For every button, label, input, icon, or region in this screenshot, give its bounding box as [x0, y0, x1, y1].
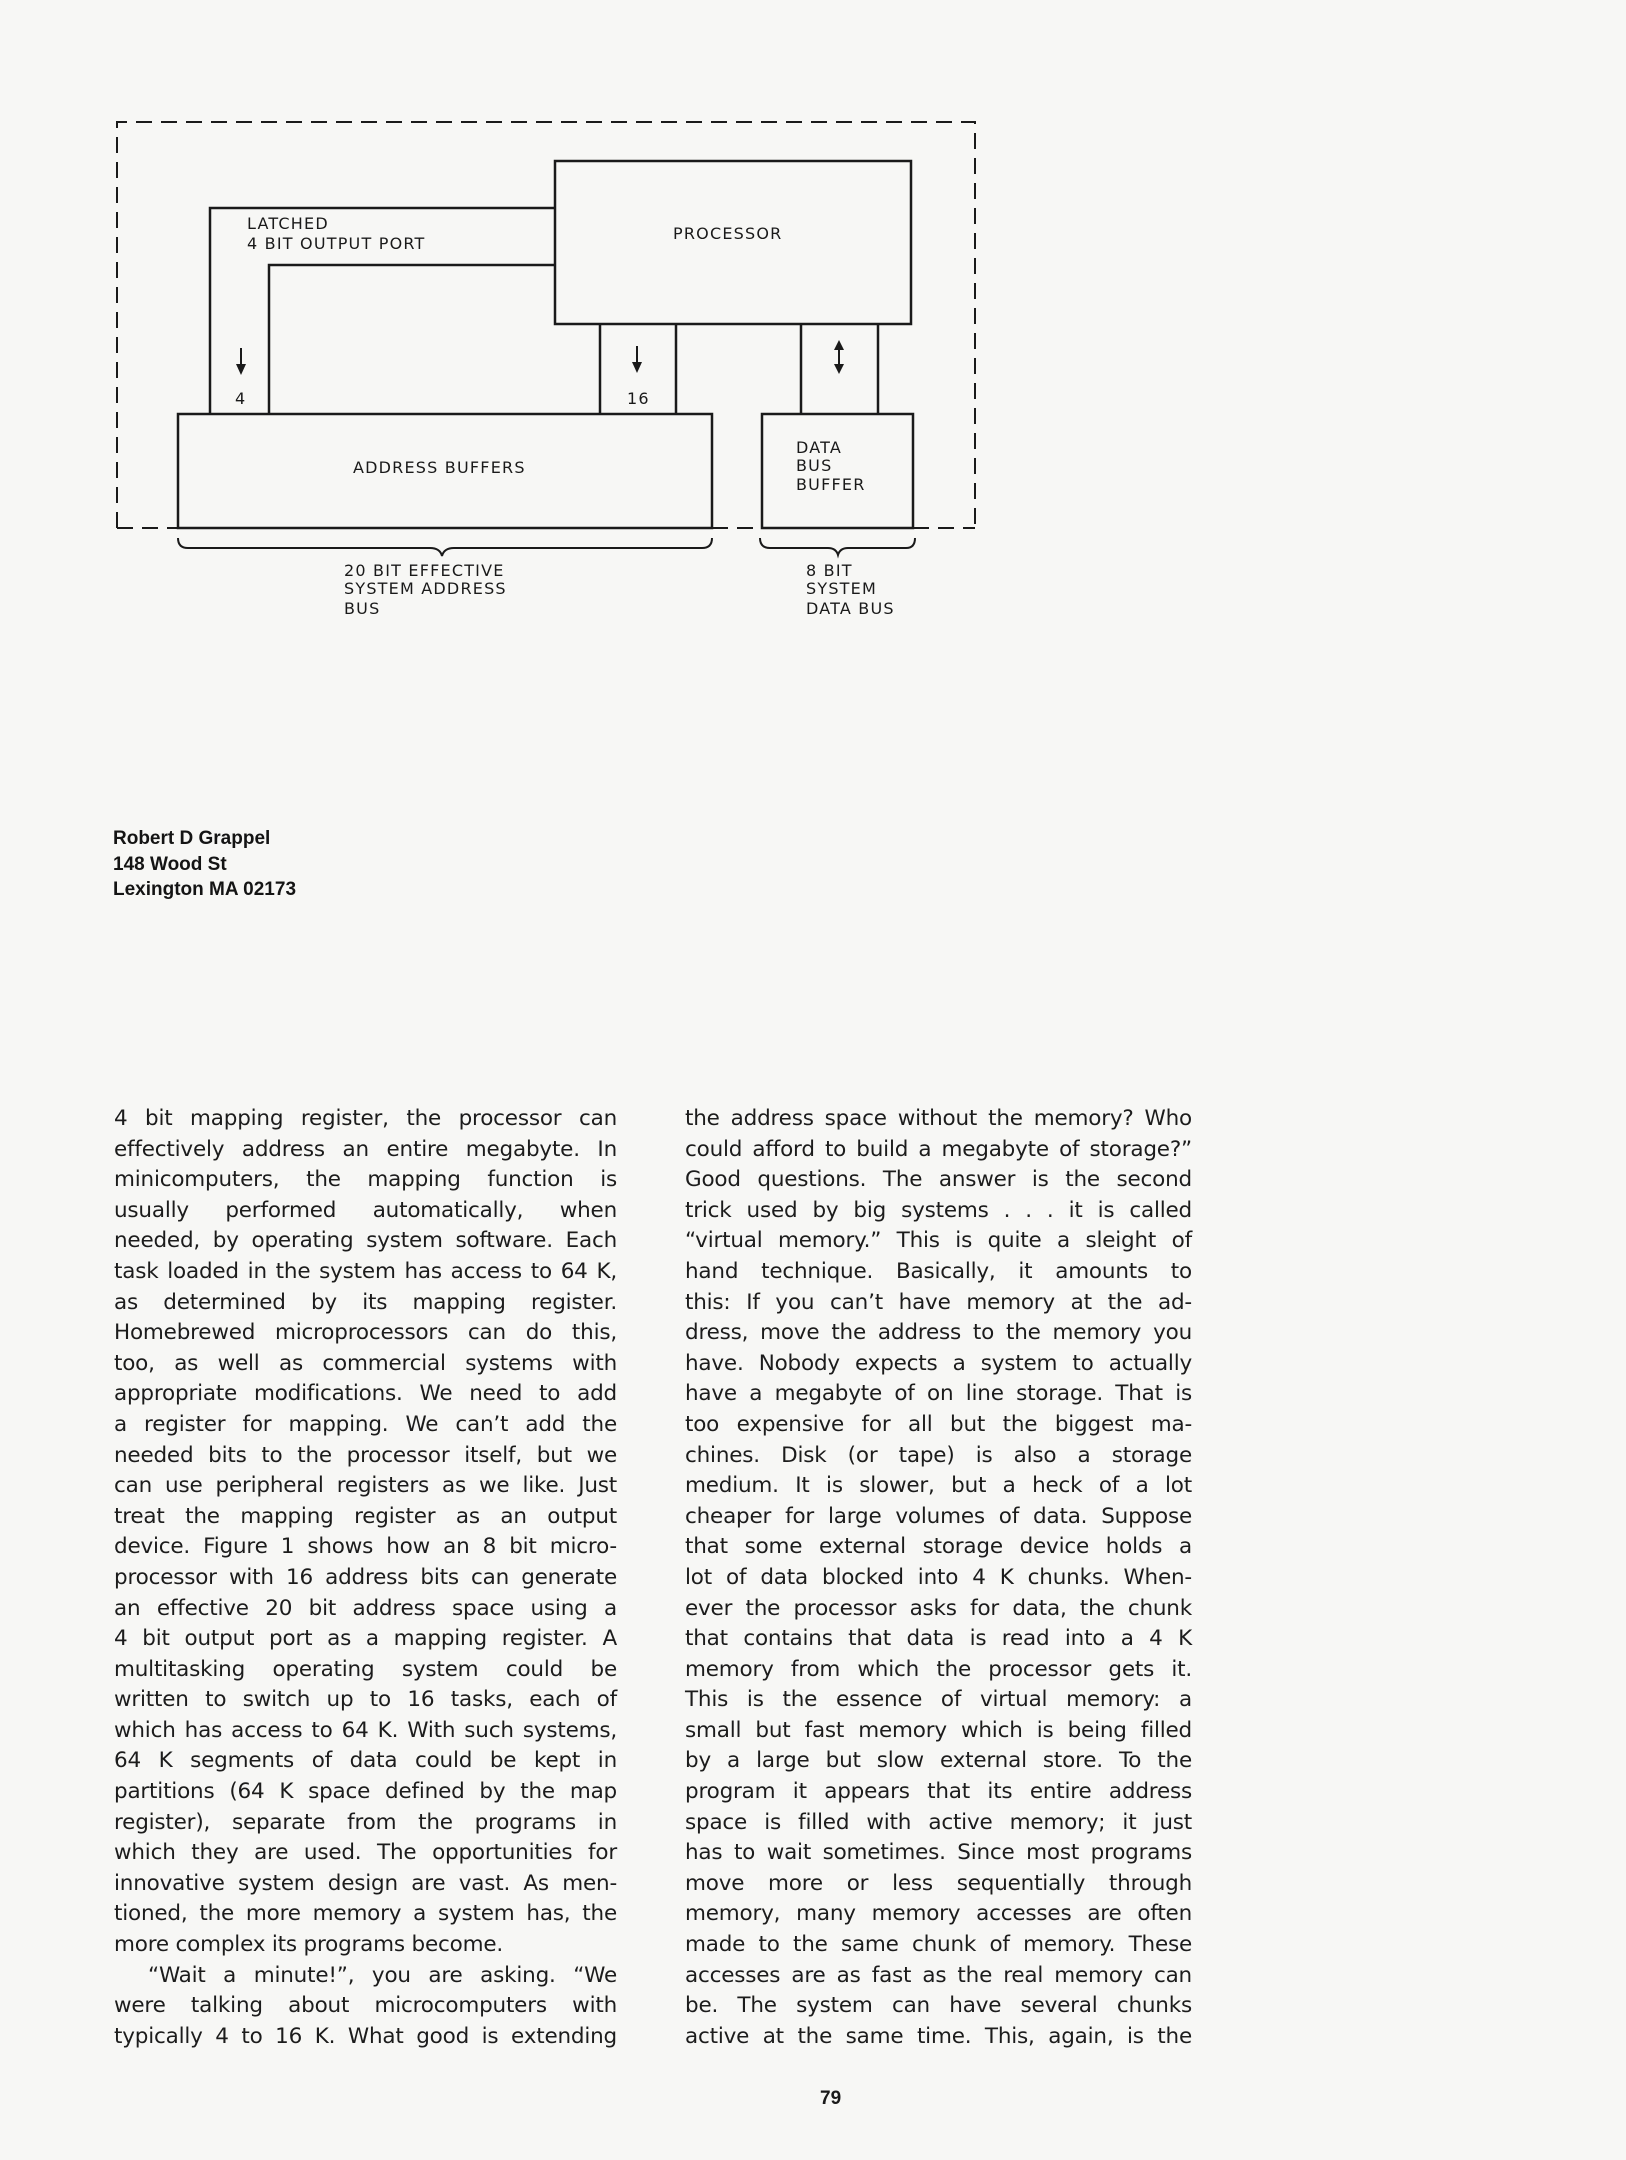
data-bus-buffer-label-line1: DATA	[796, 438, 843, 457]
text-line: have a megabyte of on line storage. That is	[685, 1381, 1192, 1407]
text-line: more complex its programs become.	[114, 1932, 503, 1958]
text-line: written to switch up to 16 tasks, each of	[114, 1687, 617, 1713]
text-line: lot of data blocked into 4 K chunks. When-	[685, 1564, 1192, 1590]
data-bus-buffer-label-line2: BUS	[796, 456, 833, 475]
body-column-right	[685, 1104, 1192, 2052]
text-line: minicomputers, the mapping function is	[114, 1167, 617, 1193]
text-line: 64 K segments of data could be kept in	[114, 1748, 617, 1774]
text-line: program it appears that its entire address	[685, 1779, 1192, 1805]
data-bus-brace	[760, 538, 915, 555]
text-line: as determined by its mapping register.	[114, 1289, 617, 1315]
text-line: task loaded in the system has access to 64 K,	[114, 1258, 617, 1284]
text-line: memory from which the processor gets it.	[685, 1656, 1192, 1682]
text-line: device. Figure 1 shows how an 8 bit micro-	[114, 1534, 617, 1560]
text-line: were talking about microcomputers with	[114, 1993, 617, 2019]
text-line: tioned, the more memory a system has, the	[114, 1901, 617, 1927]
text-line: needed, by operating system software. Each	[114, 1228, 617, 1254]
text-line: needed bits to the processor itself, but we	[114, 1442, 617, 1468]
latched-port-inner	[269, 265, 555, 414]
text-line: multitasking operating system could be	[114, 1656, 617, 1682]
text-line: ever the processor asks for data, the chunk	[685, 1595, 1192, 1621]
text-line: effectively address an entire megabyte. In	[114, 1136, 617, 1162]
text-line: “virtual memory.” This is quite a sleight of	[685, 1228, 1192, 1254]
text-line: an effective 20 bit address space using a	[114, 1595, 617, 1621]
text-line: which has access to 64 K. With such systems,	[114, 1717, 617, 1743]
text-line: accesses are as fast as the real memory can	[685, 1962, 1192, 1988]
text-line: 4 bit mapping register, the processor can	[114, 1106, 617, 1131]
latched-port-label-line1: LATCHED	[247, 214, 329, 233]
data-bus-caption-line2: SYSTEM	[806, 579, 877, 598]
mapping-bus-width-label: 4	[235, 389, 247, 408]
text-line: trick used by big systems . . . it is called	[685, 1197, 1192, 1223]
text-line: treat the mapping register as an output	[114, 1503, 617, 1529]
latched-port-label-line2: 4 BIT OUTPUT PORT	[247, 234, 426, 253]
text-line: cheaper for large volumes of data. Suppose	[685, 1503, 1192, 1529]
text-line: move more or less sequentially through	[685, 1870, 1192, 1896]
author-address-block	[113, 826, 296, 903]
text-line: by a large but slow external store. To the	[685, 1748, 1192, 1774]
text-line: too expensive for all but the biggest ma-	[685, 1411, 1192, 1437]
author-name: Robert D Grappel	[113, 828, 271, 849]
address-bus-caption-line3: BUS	[344, 599, 381, 618]
text-line: typically 4 to 16 K. What good is extending	[114, 2023, 617, 2049]
data-bus-caption-line1: 8 BIT	[806, 561, 853, 580]
text-line: which they are used. The opportunities for	[114, 1840, 617, 1866]
processor-label: PROCESSOR	[673, 224, 783, 243]
text-line: space is filled with active memory; it just	[685, 1809, 1192, 1835]
figure-1-block-diagram	[0, 0, 1626, 640]
address-buffers-label: ADDRESS BUFFERS	[353, 458, 526, 477]
text-line: a register for mapping. We can’t add the	[114, 1411, 617, 1437]
text-line: usually performed automatically, when	[114, 1197, 617, 1223]
text-line: partitions (64 K space defined by the map	[114, 1779, 617, 1805]
text-line: too, as well as commercial systems with	[114, 1350, 617, 1376]
text-line: processor with 16 address bits can generate	[114, 1564, 617, 1590]
data-bus-caption-line3: DATA BUS	[806, 599, 895, 618]
author-city: Lexington MA 02173	[113, 879, 297, 900]
address-bus-caption-line1: 20 BIT EFFECTIVE	[344, 561, 505, 580]
text-line: this: If you can’t have memory at the ad-	[685, 1289, 1192, 1315]
text-line: Good questions. The answer is the second	[685, 1167, 1192, 1193]
text-line: small but fast memory which is being filled	[685, 1717, 1192, 1743]
text-line: Homebrewed microprocessors can do this,	[114, 1320, 617, 1346]
text-line: be. The system can have several chunks	[685, 1993, 1192, 2019]
data-bus-buffer-label-line3: BUFFER	[796, 475, 866, 494]
down-arrow-icon-mapping	[236, 348, 246, 375]
text-line: register), separate from the programs in	[114, 1809, 617, 1835]
text-line: that contains that data is read into a 4 K	[685, 1626, 1192, 1652]
text-line: 4 bit output port as a mapping register. A	[114, 1626, 617, 1652]
text-line: hand technique. Basically, it amounts to	[685, 1258, 1192, 1284]
data-bus-buffer-box	[762, 414, 913, 528]
text-line: have. Nobody expects a system to actually	[685, 1350, 1192, 1376]
address-bus-brace	[178, 538, 712, 556]
text-line: could afford to build a megabyte of storage?”	[685, 1136, 1192, 1162]
text-line: dress, move the address to the memory you	[685, 1320, 1192, 1346]
page-number: 79	[820, 2088, 842, 2109]
text-line: medium. It is slower, but a heck of a lot	[685, 1473, 1192, 1499]
text-line: innovative system design are vast. As men-	[114, 1870, 617, 1896]
text-line: “Wait a minute!”, you are asking. “We	[148, 1962, 617, 1988]
text-line: made to the same chunk of memory. These	[685, 1932, 1192, 1958]
bidirectional-arrow-icon-data	[834, 340, 844, 374]
text-line: This is the essence of virtual memory: a	[685, 1687, 1192, 1713]
text-line: that some external storage device holds a	[685, 1534, 1192, 1560]
address-bus-width-label: 16	[627, 389, 650, 408]
address-bus-caption-line2: SYSTEM ADDRESS	[344, 579, 507, 598]
author-street: 148 Wood St	[113, 853, 227, 875]
body-column-left	[114, 1104, 617, 2052]
text-line: appropriate modifications. We need to add	[114, 1381, 617, 1407]
text-line: memory, many memory accesses are often	[685, 1901, 1192, 1927]
diagram-canvas	[0, 0, 1626, 640]
down-arrow-icon-address	[632, 346, 642, 373]
text-line: chines. Disk (or tape) is also a storage	[685, 1442, 1192, 1468]
text-line: active at the same time. This, again, is the	[685, 2023, 1192, 2049]
text-line: has to wait sometimes. Since most programs	[685, 1840, 1192, 1866]
text-line: can use peripheral registers as we like. Just	[114, 1473, 617, 1499]
text-line: the address space without the memory? Who	[685, 1106, 1192, 1131]
